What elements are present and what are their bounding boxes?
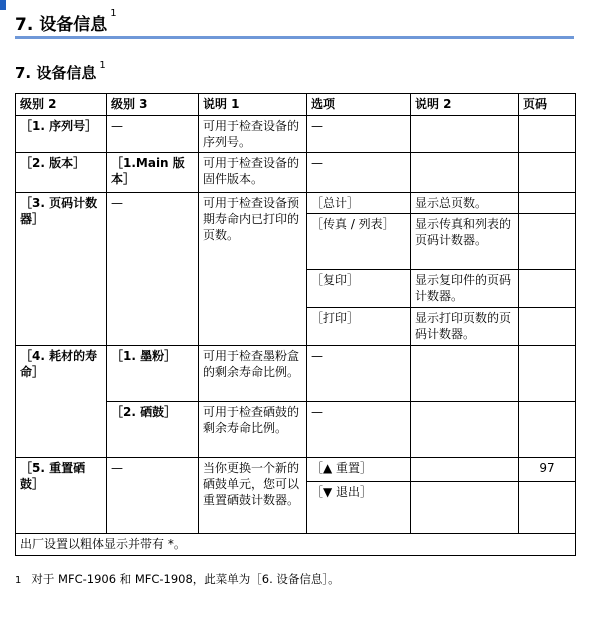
table-note-row	[16, 534, 576, 556]
table-row	[16, 346, 576, 402]
table-header-row	[16, 94, 576, 116]
description1-cell: 可用于检查设备的序列号。	[199, 116, 307, 153]
option-cell: ［打印］	[307, 308, 411, 346]
description2-cell: 显示传真和列表的页码计数器。	[411, 214, 519, 270]
level2-cell: ［2. 版本］	[16, 153, 107, 193]
option-cell: ［▲ 重置］	[307, 458, 411, 482]
option-cell: ［复印］	[307, 270, 411, 308]
footnote-text: 对于 MFC-1906 和 MFC-1908，此菜单为［6. 设备信息］。	[31, 572, 340, 586]
level2-cell: ［5. 重置硒鼓］	[16, 458, 107, 534]
description1-cell: 当你更换一个新的硒鼓单元，您可以重置硒鼓计数器。	[199, 458, 307, 534]
page-cell	[519, 214, 576, 270]
description2-cell	[411, 153, 519, 193]
page-header-title: 7. 设备信息$^1$	[15, 8, 117, 35]
option-cell: —	[307, 402, 411, 458]
description2-cell: 显示复印件的页码计数器。	[411, 270, 519, 308]
level3-cell: ［1.Main 版本］	[107, 153, 199, 193]
page-cell	[519, 482, 576, 534]
level3-cell: —	[107, 116, 199, 153]
column-header: 页码	[519, 94, 576, 116]
page-cell	[519, 116, 576, 153]
level3-cell: —	[107, 193, 199, 346]
section-title: 7. 设备信息 $^1$	[15, 60, 106, 82]
page-cell	[519, 153, 576, 193]
column-header: 级别 2	[16, 94, 107, 116]
page-cell	[519, 270, 576, 308]
level3-cell: ［1. 墨粉］	[107, 346, 199, 402]
page-cell	[519, 308, 576, 346]
description2-cell: 显示总页数。	[411, 193, 519, 214]
option-cell: —	[307, 116, 411, 153]
level3-cell: ［2. 硒鼓］	[107, 402, 199, 458]
table-row	[16, 458, 576, 482]
page-cell	[519, 193, 576, 214]
table-row	[16, 116, 576, 153]
column-header: 说明 1	[199, 94, 307, 116]
description2-cell	[411, 346, 519, 402]
default-settings-note: 出厂设置以粗体显示并带有 *。	[16, 534, 576, 556]
header-footnote-ref: 1	[110, 8, 117, 19]
table-row	[16, 153, 576, 193]
column-header: 说明 2	[411, 94, 519, 116]
description1-cell: 可用于检查设备的固件版本。	[199, 153, 307, 193]
description1-cell: 可用于检查墨粉盒的剩余寿命比例。	[199, 346, 307, 402]
option-cell: ［总计］	[307, 193, 411, 214]
level3-cell: —	[107, 458, 199, 534]
description2-cell	[411, 458, 519, 482]
option-cell: ［▼ 退出］	[307, 482, 411, 534]
description1-cell: 可用于检查设备预期寿命内已打印的页数。	[199, 193, 307, 346]
description1-cell: 可用于检查硒鼓的剩余寿命比例。	[199, 402, 307, 458]
column-header: 选项	[307, 94, 411, 116]
column-header: 级别 3	[107, 94, 199, 116]
level2-cell: ［3. 页码计数器］	[16, 193, 107, 346]
page-cell	[519, 346, 576, 402]
option-cell: —	[307, 346, 411, 402]
page-cell	[519, 402, 576, 458]
section-footnote-ref: 1	[99, 60, 106, 71]
corner-marker	[0, 0, 6, 10]
description2-cell	[411, 482, 519, 534]
description2-cell	[411, 402, 519, 458]
table-row	[16, 193, 576, 214]
settings-table	[15, 93, 576, 556]
option-cell: ［传真 / 列表］	[307, 214, 411, 270]
option-cell: —	[307, 153, 411, 193]
footnote	[15, 571, 340, 587]
page-cell: 97	[519, 458, 576, 482]
footnote-number: 1	[15, 575, 22, 586]
level2-cell: ［1. 序列号］	[16, 116, 107, 153]
description2-cell: 显示打印页数的页码计数器。	[411, 308, 519, 346]
description2-cell	[411, 116, 519, 153]
level2-cell: ［4. 耗材的寿命］	[16, 346, 107, 458]
header-divider	[15, 36, 574, 39]
